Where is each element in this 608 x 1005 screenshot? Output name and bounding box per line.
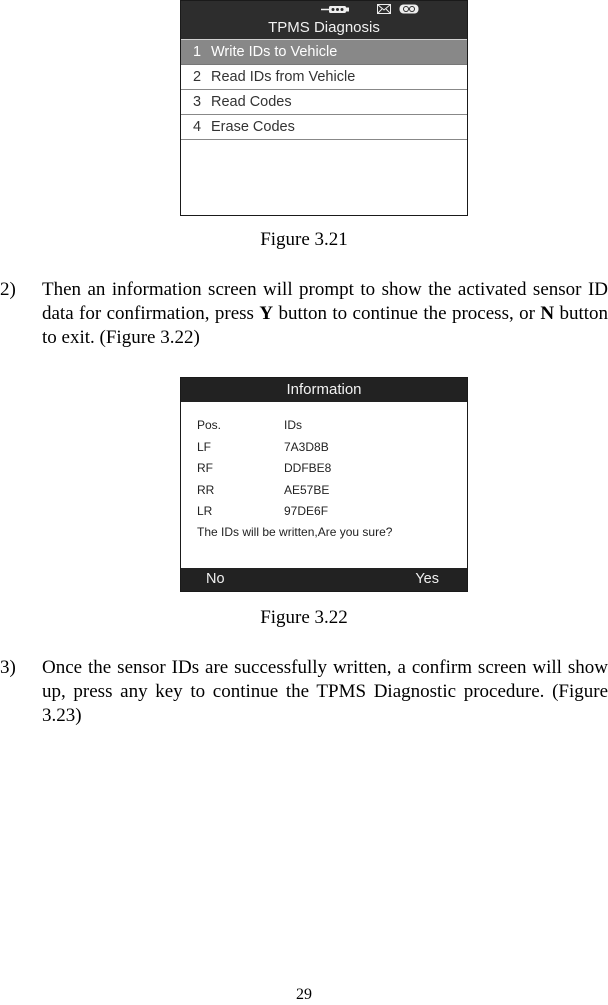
step-text [42, 278, 608, 350]
info-header-row [197, 418, 302, 432]
information-screen [180, 377, 468, 592]
step-text: Once the sensor IDs are successfully written, a confirm screen will show up, press any key to continue the TPMS Diagnostic procedure. (Figure 3.23) [42, 657, 608, 726]
mail-icon [377, 4, 391, 14]
screen-title: Information [181, 378, 467, 402]
menu-item-label: Read Codes [211, 94, 292, 110]
sensor-id: 7A3D8B [284, 440, 329, 454]
menu-item-read-ids[interactable] [181, 65, 467, 90]
menu-item-write-ids[interactable] [181, 40, 467, 65]
softkey-bar [181, 568, 467, 591]
ids-header: IDs [284, 418, 302, 432]
sensor-id: DDFBE8 [284, 461, 332, 475]
battery-icon [399, 4, 419, 14]
id-row-lr [197, 504, 328, 518]
key-y: Y [259, 303, 274, 324]
tire-position: RR [197, 483, 215, 497]
yes-button[interactable]: Yes [415, 571, 439, 587]
tire-position: LR [197, 504, 213, 518]
info-body [181, 402, 467, 566]
step-number: 2) [0, 279, 16, 300]
sensor-id: 97DE6F [284, 504, 329, 518]
id-row-lf [197, 440, 329, 454]
figure-caption-3-21: Figure 3.21 [260, 229, 348, 250]
menu-item-label: Read IDs from Vehicle [211, 69, 356, 85]
text-segment: Then an information screen will prompt to show the activated sensor ID data for confirmation, press [42, 279, 608, 324]
text-segment: button to continue the process, or [273, 303, 541, 324]
menu-item-read-codes[interactable] [181, 90, 467, 115]
key-n: N [540, 303, 555, 324]
menu-item-label: Erase Codes [211, 119, 295, 135]
obd-connector-icon [321, 5, 351, 14]
no-button[interactable]: No [206, 571, 225, 587]
sensor-id: AE57BE [284, 483, 330, 497]
screen-title: TPMS Diagnosis [181, 17, 467, 40]
menu-item-number: 1 [193, 44, 202, 60]
menu-item-label: Write IDs to Vehicle [211, 44, 338, 60]
text-segment: button to exit. (Figure 3.22) [42, 303, 608, 348]
menu-item-erase-codes[interactable] [181, 115, 467, 140]
tpms-diagnosis-screen [180, 0, 468, 216]
figure-caption-3-22: Figure 3.22 [260, 607, 348, 628]
pos-header: Pos. [197, 418, 222, 432]
tire-position: LF [197, 440, 212, 454]
id-row-rr [197, 483, 329, 497]
status-bar [181, 1, 467, 17]
page-number: 29 [296, 986, 312, 1003]
menu-item-number: 3 [193, 94, 202, 110]
confirm-message: The IDs will be written,Are you sure? [197, 525, 393, 539]
tire-position: RF [197, 461, 213, 475]
menu-item-number: 2 [193, 69, 202, 85]
menu-item-number: 4 [193, 119, 202, 135]
id-row-rf [197, 461, 331, 475]
step-number: 3) [0, 657, 16, 678]
